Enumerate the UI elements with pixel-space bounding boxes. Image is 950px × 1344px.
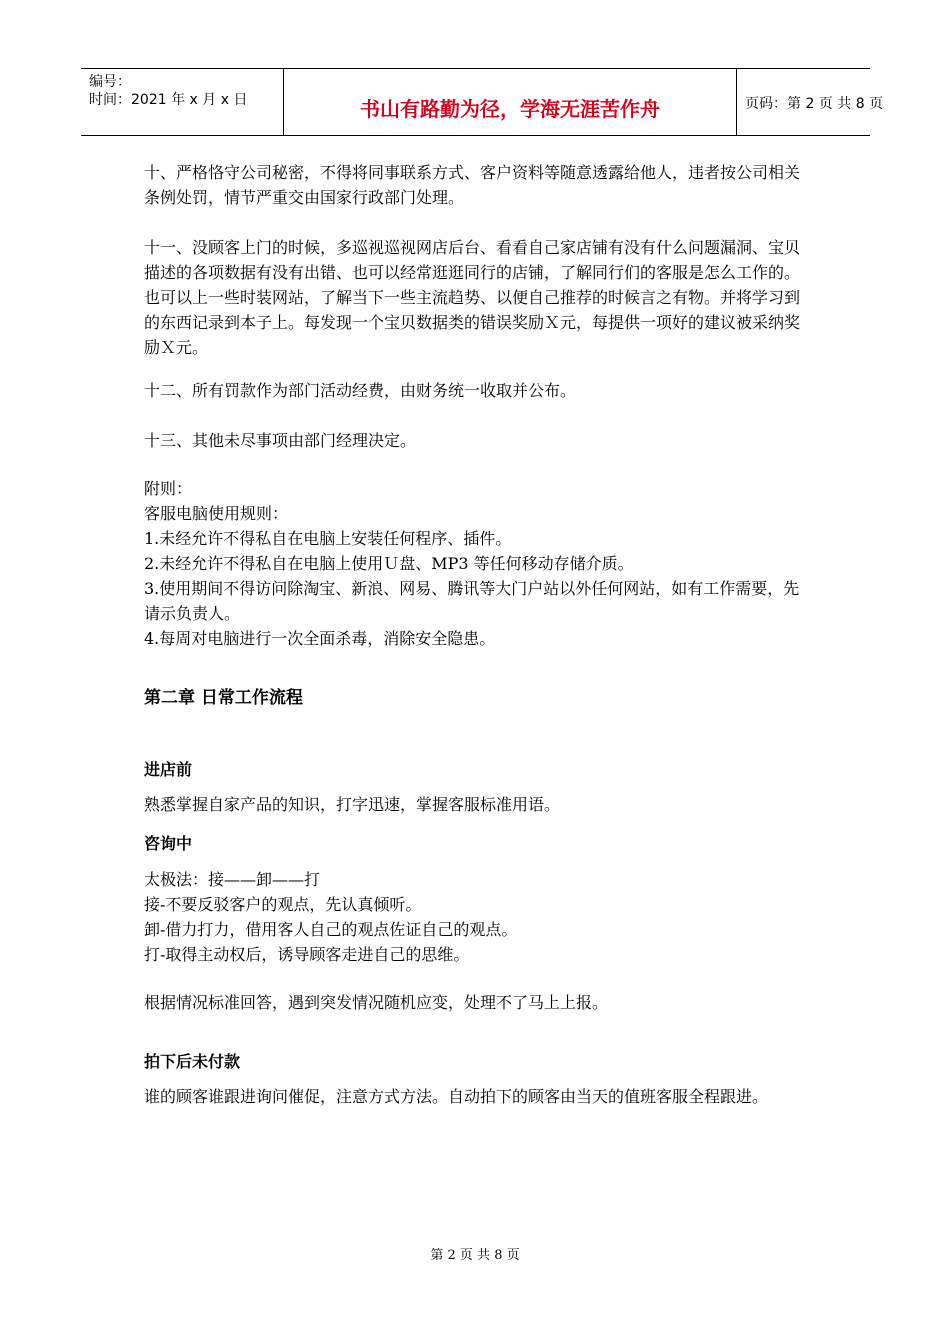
section-text: 谁的顾客谁跟进询问催促，注意方式方法。自动拍下的顾客由当天的值班客服全程跟进。 (144, 1087, 769, 1106)
rule-12 (144, 378, 804, 403)
header-motto-cell (283, 69, 737, 135)
section-heading-before: 进店前 (144, 760, 193, 779)
section-heading-consult: 咨询中 (144, 834, 193, 853)
header-page-cell (737, 69, 884, 135)
consult-line: 卸-借力打力，借用客人自己的观点佐证自己的观点。 (144, 920, 518, 939)
appendix (144, 476, 804, 651)
appendix-item: 1.未经允许不得私自在电脑上安装任何程序、插件。 (144, 529, 512, 548)
page-footer: 第 2 页 共 8 页 (430, 1248, 520, 1263)
rule-text: 十一、没顾客上门的时候，多巡视巡视网店后台、看看自己家店铺有没有什么问题漏洞、宝贝描述的各项数据有没有出错、也可以经常逛逛同行的店铺，了解同行们的客服是怎么工作的。也可以上一些时装网站，了解当下一些主流趋势、以便自己推荐的时候言之有物。并将学习到的东西记录到本子上。每发现一个宝贝数据类的错误奖励Ｘ元，每提供一项好的建议被采纳奖励Ｘ元。 (144, 238, 801, 357)
appendix-item: 2.未经允许不得私自在电脑上使用Ｕ盘、MP3 等任何移动存储介质。 (144, 554, 634, 573)
rule-11 (144, 235, 804, 360)
section-consult-heading-block (144, 831, 804, 854)
rule-text: 十三、其他未尽事项由部门经理决定。 (144, 431, 417, 450)
chapter-title-block (144, 683, 804, 708)
appendix-title: 附则： (144, 479, 193, 498)
motto: 书山有路勤为径，学海无涯苦作舟 (360, 97, 660, 121)
rule-text: 十二、所有罚款作为部门活动经费，由财务统一收取并公布。 (144, 381, 577, 400)
chapter-title: 第二章 日常工作流程 (144, 688, 303, 708)
document-date: 时间：2021 年 x 月 x 日 (89, 92, 248, 108)
section-heading-unpaid: 拍下后未付款 (144, 1052, 241, 1071)
rule-text: 十、严格恪守公司秘密，不得将同事联系方式、客户资料等随意透露给他人，违者按公司相关条例处罚，情节严重交由国家行政部门处理。 (144, 163, 801, 207)
appendix-subtitle: 客服电脑使用规则： (144, 504, 289, 523)
consult-line: 太极法：接——卸——打 (144, 870, 321, 889)
section-unpaid-text-block (144, 1084, 804, 1109)
consult-after-text: 根据情况标准回答，遇到突发情况随机应变，处理不了马上上报。 (144, 993, 609, 1012)
page-code: 页码：第 2 页 共 8 页 (745, 96, 884, 112)
appendix-item: 4.每周对电脑进行一次全面杀毒，消除安全隐患。 (144, 629, 496, 648)
section-text: 熟悉掌握自家产品的知识，打字迅速，掌握客服标准用语。 (144, 795, 561, 814)
section-before-text-block (144, 792, 804, 817)
section-before-heading-block (144, 757, 804, 780)
header-meta (81, 69, 283, 135)
rule-13 (144, 428, 804, 453)
document-number-label: 编号： (89, 74, 131, 90)
page-header (81, 68, 884, 136)
rule-10 (144, 160, 804, 210)
consult-line: 打-取得主动权后，诱导顾客走进自己的思维。 (144, 945, 470, 964)
section-consult-lines (144, 867, 804, 967)
section-unpaid-heading-block (144, 1049, 804, 1072)
consult-line: 接-不要反驳客户的观点，先认真倾听。 (144, 895, 422, 914)
section-consult-after (144, 990, 804, 1015)
appendix-item: 3.使用期间不得访问除淘宝、新浪、网易、腾讯等大门户站以外任何网站，如有工作需要，先请示负责人。 (144, 579, 800, 623)
